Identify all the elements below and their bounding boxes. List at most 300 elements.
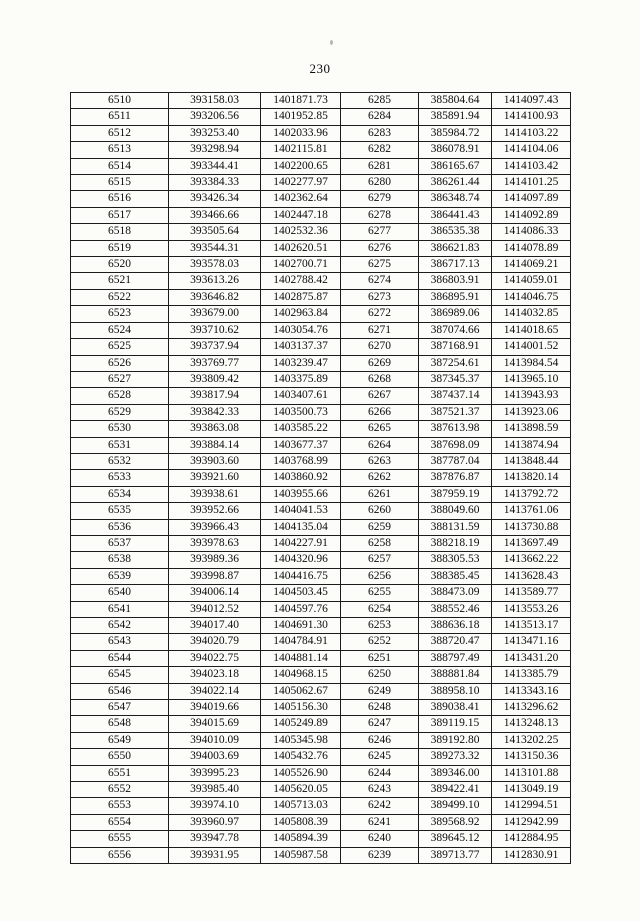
- table-cell: 6248: [341, 700, 419, 716]
- table-cell: 387168.91: [419, 339, 492, 355]
- table-cell: 6266: [341, 404, 419, 420]
- table-cell: 394010.09: [169, 732, 261, 748]
- table-cell: 6552: [71, 782, 169, 798]
- table-cell: 6245: [341, 749, 419, 765]
- table-cell: 1403054.76: [261, 322, 341, 338]
- table-cell: 386078.91: [419, 142, 492, 158]
- table-cell: 1413820.14: [492, 470, 571, 486]
- table-cell: 1413697.49: [492, 535, 571, 551]
- table-cell: 393863.08: [169, 421, 261, 437]
- table-cell: 1403860.92: [261, 470, 341, 486]
- table-row: [71, 191, 571, 207]
- table-cell: 1402532.36: [261, 224, 341, 240]
- table-cell: 6515: [71, 175, 169, 191]
- table-cell: 394015.69: [169, 716, 261, 732]
- table-cell: 1413662.22: [492, 552, 571, 568]
- table-cell: 1413628.43: [492, 568, 571, 584]
- table-row: [71, 732, 571, 748]
- table-cell: 387521.37: [419, 404, 492, 420]
- table-cell: 1413943.93: [492, 388, 571, 404]
- table-row: [71, 847, 571, 863]
- table-cell: 6270: [341, 339, 419, 355]
- table-row: [71, 142, 571, 158]
- table-cell: 1413248.13: [492, 716, 571, 732]
- table-row: [71, 667, 571, 683]
- table-row: [71, 207, 571, 223]
- table-cell: 6519: [71, 240, 169, 256]
- table-cell: 6555: [71, 831, 169, 847]
- table-cell: 393613.26: [169, 273, 261, 289]
- table-cell: 6535: [71, 503, 169, 519]
- table-cell: 394017.40: [169, 618, 261, 634]
- table-cell: 6529: [71, 404, 169, 420]
- table-cell: 389192.80: [419, 732, 492, 748]
- table-cell: 386535.38: [419, 224, 492, 240]
- table-cell: 386895.91: [419, 289, 492, 305]
- table-cell: 1413471.16: [492, 634, 571, 650]
- table-cell: 6528: [71, 388, 169, 404]
- table-cell: 387876.87: [419, 470, 492, 486]
- table-cell: 393769.77: [169, 355, 261, 371]
- table-cell: 1405894.39: [261, 831, 341, 847]
- table-cell: 6263: [341, 453, 419, 469]
- table-row: [71, 749, 571, 765]
- coordinate-table: [70, 92, 571, 864]
- table-row: [71, 798, 571, 814]
- table-cell: 1413513.17: [492, 618, 571, 634]
- table-cell: 386165.67: [419, 158, 492, 174]
- table-cell: 1403585.22: [261, 421, 341, 437]
- table-cell: 393985.40: [169, 782, 261, 798]
- table-row: [71, 831, 571, 847]
- table-row: [71, 93, 571, 109]
- table-cell: 393158.03: [169, 93, 261, 109]
- table-row: [71, 634, 571, 650]
- table-cell: 1413761.06: [492, 503, 571, 519]
- table-cell: 393978.63: [169, 535, 261, 551]
- table-cell: 393995.23: [169, 765, 261, 781]
- table-cell: 1403375.89: [261, 371, 341, 387]
- table-cell: 393842.33: [169, 404, 261, 420]
- table-row: [71, 453, 571, 469]
- table-cell: 6513: [71, 142, 169, 158]
- table-cell: 6256: [341, 568, 419, 584]
- table-cell: 393974.10: [169, 798, 261, 814]
- table-cell: 1405713.03: [261, 798, 341, 814]
- table-cell: 389346.00: [419, 765, 492, 781]
- table-cell: 1405345.98: [261, 732, 341, 748]
- table-cell: 1414078.89: [492, 240, 571, 256]
- table-row: [71, 109, 571, 125]
- table-row: [71, 158, 571, 174]
- table-cell: 1402447.18: [261, 207, 341, 223]
- table-cell: 1412994.51: [492, 798, 571, 814]
- table-cell: 6280: [341, 175, 419, 191]
- table-cell: 6267: [341, 388, 419, 404]
- table-cell: 1404416.75: [261, 568, 341, 584]
- table-cell: 1414103.42: [492, 158, 571, 174]
- table-cell: 6522: [71, 289, 169, 305]
- table-cell: 386441.43: [419, 207, 492, 223]
- table-cell: 387437.14: [419, 388, 492, 404]
- table-cell: 1401871.73: [261, 93, 341, 109]
- table-cell: 393938.61: [169, 486, 261, 502]
- table-cell: 6511: [71, 109, 169, 125]
- table-cell: 1414018.65: [492, 322, 571, 338]
- table-cell: 386717.13: [419, 257, 492, 273]
- table-cell: 6518: [71, 224, 169, 240]
- table-cell: 6281: [341, 158, 419, 174]
- table-cell: 1413898.59: [492, 421, 571, 437]
- table-cell: 387698.09: [419, 437, 492, 453]
- table-row: [71, 404, 571, 420]
- table-cell: 1403407.61: [261, 388, 341, 404]
- table-cell: 1403137.37: [261, 339, 341, 355]
- table-cell: 6536: [71, 519, 169, 535]
- table-cell: 393206.56: [169, 109, 261, 125]
- table-row: [71, 322, 571, 338]
- table-cell: 1414001.52: [492, 339, 571, 355]
- table-cell: 6532: [71, 453, 169, 469]
- table-cell: 6261: [341, 486, 419, 502]
- table-cell: 6540: [71, 585, 169, 601]
- table-cell: 1414086.33: [492, 224, 571, 240]
- table-row: [71, 355, 571, 371]
- table-cell: 6512: [71, 125, 169, 141]
- table-row: [71, 306, 571, 322]
- table-cell: 6525: [71, 339, 169, 355]
- table-cell: 1414103.22: [492, 125, 571, 141]
- table-cell: 389119.15: [419, 716, 492, 732]
- table-cell: 6241: [341, 814, 419, 830]
- table-cell: 6531: [71, 437, 169, 453]
- table-cell: 389273.32: [419, 749, 492, 765]
- table-cell: 388552.46: [419, 601, 492, 617]
- table-cell: 6252: [341, 634, 419, 650]
- table-cell: 394006.14: [169, 585, 261, 601]
- table-cell: 6262: [341, 470, 419, 486]
- table-cell: 388473.09: [419, 585, 492, 601]
- table-cell: 1414059.01: [492, 273, 571, 289]
- table-cell: 393710.62: [169, 322, 261, 338]
- table-row: [71, 175, 571, 191]
- table-cell: 1402788.42: [261, 273, 341, 289]
- table-cell: 1413150.36: [492, 749, 571, 765]
- table-cell: 6530: [71, 421, 169, 437]
- table-row: [71, 257, 571, 273]
- table-cell: 1413589.77: [492, 585, 571, 601]
- table-row: [71, 503, 571, 519]
- table-cell: 393298.94: [169, 142, 261, 158]
- table-row: [71, 421, 571, 437]
- table-row: [71, 437, 571, 453]
- table-cell: 388636.18: [419, 618, 492, 634]
- table-cell: 6538: [71, 552, 169, 568]
- table-cell: 388720.47: [419, 634, 492, 650]
- table-cell: 6539: [71, 568, 169, 584]
- table-row: [71, 519, 571, 535]
- table-cell: 1404135.04: [261, 519, 341, 535]
- table-cell: 1405526.90: [261, 765, 341, 781]
- table-cell: 6549: [71, 732, 169, 748]
- table-cell: 6255: [341, 585, 419, 601]
- table-cell: 393903.60: [169, 453, 261, 469]
- table-cell: 388131.59: [419, 519, 492, 535]
- table-cell: 6244: [341, 765, 419, 781]
- table-cell: 6242: [341, 798, 419, 814]
- table-cell: 1404041.53: [261, 503, 341, 519]
- table-row: [71, 601, 571, 617]
- table-cell: 1403239.47: [261, 355, 341, 371]
- table-row: [71, 240, 571, 256]
- table-row: [71, 700, 571, 716]
- table-cell: 6544: [71, 650, 169, 666]
- table-cell: 1414100.93: [492, 109, 571, 125]
- table-cell: 6275: [341, 257, 419, 273]
- table-cell: 1413049.19: [492, 782, 571, 798]
- table-row: [71, 470, 571, 486]
- table-cell: 6545: [71, 667, 169, 683]
- table-row: [71, 486, 571, 502]
- table-cell: 393384.33: [169, 175, 261, 191]
- table-cell: 1414032.85: [492, 306, 571, 322]
- table-cell: 1404320.96: [261, 552, 341, 568]
- table-cell: 1413848.44: [492, 453, 571, 469]
- table-cell: 6527: [71, 371, 169, 387]
- table-cell: 387787.04: [419, 453, 492, 469]
- table-cell: 6254: [341, 601, 419, 617]
- table-cell: 1414069.21: [492, 257, 571, 273]
- table-cell: 1414097.89: [492, 191, 571, 207]
- table-cell: 1405987.58: [261, 847, 341, 863]
- table-cell: 1412942.99: [492, 814, 571, 830]
- table-cell: 6279: [341, 191, 419, 207]
- table-cell: 394020.79: [169, 634, 261, 650]
- table-cell: 1414104.06: [492, 142, 571, 158]
- table-row: [71, 683, 571, 699]
- table-cell: 1414097.43: [492, 93, 571, 109]
- table-cell: 393578.03: [169, 257, 261, 273]
- table-cell: 1402875.87: [261, 289, 341, 305]
- table-cell: 1402033.96: [261, 125, 341, 141]
- table-cell: 6537: [71, 535, 169, 551]
- table-cell: 6548: [71, 716, 169, 732]
- table-cell: 6246: [341, 732, 419, 748]
- table-cell: 393426.34: [169, 191, 261, 207]
- table-cell: 1412830.91: [492, 847, 571, 863]
- table-cell: 1405620.05: [261, 782, 341, 798]
- table-row: [71, 650, 571, 666]
- table-cell: 387074.66: [419, 322, 492, 338]
- table-row: [71, 289, 571, 305]
- table-cell: 6260: [341, 503, 419, 519]
- table-cell: 388385.45: [419, 568, 492, 584]
- table-cell: 388797.49: [419, 650, 492, 666]
- table-cell: 389422.41: [419, 782, 492, 798]
- table-cell: 6243: [341, 782, 419, 798]
- table-cell: 6268: [341, 371, 419, 387]
- table-cell: 1402362.64: [261, 191, 341, 207]
- table-cell: 1414046.75: [492, 289, 571, 305]
- table-cell: 393646.82: [169, 289, 261, 305]
- table-cell: 389645.12: [419, 831, 492, 847]
- table-cell: 6278: [341, 207, 419, 223]
- table-cell: 393737.94: [169, 339, 261, 355]
- table-row: [71, 716, 571, 732]
- table-cell: 393952.66: [169, 503, 261, 519]
- table-row: [71, 585, 571, 601]
- table-cell: 1404597.76: [261, 601, 341, 617]
- table-cell: 388958.10: [419, 683, 492, 699]
- table-cell: 387959.19: [419, 486, 492, 502]
- table-cell: 387254.61: [419, 355, 492, 371]
- table-cell: 6551: [71, 765, 169, 781]
- table-cell: 393505.64: [169, 224, 261, 240]
- table-cell: 388305.53: [419, 552, 492, 568]
- table-cell: 393960.97: [169, 814, 261, 830]
- table-cell: 394023.18: [169, 667, 261, 683]
- table-cell: 1405156.30: [261, 700, 341, 716]
- table-cell: 1403677.37: [261, 437, 341, 453]
- table-row: [71, 371, 571, 387]
- table-cell: 6276: [341, 240, 419, 256]
- table-cell: 1405062.67: [261, 683, 341, 699]
- table-cell: 6274: [341, 273, 419, 289]
- table-cell: 394022.75: [169, 650, 261, 666]
- table-row: [71, 782, 571, 798]
- table-cell: 1401952.85: [261, 109, 341, 125]
- table-cell: 1414092.89: [492, 207, 571, 223]
- table-cell: 6249: [341, 683, 419, 699]
- table-cell: 6550: [71, 749, 169, 765]
- table-cell: 6514: [71, 158, 169, 174]
- table-cell: 6277: [341, 224, 419, 240]
- table-cell: 6523: [71, 306, 169, 322]
- table-cell: 6247: [341, 716, 419, 732]
- table-cell: 393679.00: [169, 306, 261, 322]
- table-cell: 1404881.14: [261, 650, 341, 666]
- table-cell: 393253.40: [169, 125, 261, 141]
- table-row: [71, 273, 571, 289]
- table-cell: 1404227.91: [261, 535, 341, 551]
- table-cell: 6553: [71, 798, 169, 814]
- table-cell: 6253: [341, 618, 419, 634]
- table-cell: 393884.14: [169, 437, 261, 453]
- table-cell: 1413431.20: [492, 650, 571, 666]
- table-cell: 393998.87: [169, 568, 261, 584]
- table-cell: 6284: [341, 109, 419, 125]
- table-cell: 6526: [71, 355, 169, 371]
- table-cell: 6541: [71, 601, 169, 617]
- table-cell: 6283: [341, 125, 419, 141]
- table-cell: 388881.84: [419, 667, 492, 683]
- table-cell: 385891.94: [419, 109, 492, 125]
- table-cell: 6516: [71, 191, 169, 207]
- table-row: [71, 339, 571, 355]
- table-row: [71, 388, 571, 404]
- table-row: [71, 224, 571, 240]
- table-cell: 1402200.65: [261, 158, 341, 174]
- table-cell: 6271: [341, 322, 419, 338]
- table-row: [71, 814, 571, 830]
- table-cell: 1402115.81: [261, 142, 341, 158]
- table-cell: 1405249.89: [261, 716, 341, 732]
- table-cell: 1402963.84: [261, 306, 341, 322]
- table-cell: 6534: [71, 486, 169, 502]
- table-cell: 6265: [341, 421, 419, 437]
- table-cell: 6239: [341, 847, 419, 863]
- table-cell: 6510: [71, 93, 169, 109]
- table-cell: 1413553.26: [492, 601, 571, 617]
- table-cell: 6264: [341, 437, 419, 453]
- table-cell: 386989.06: [419, 306, 492, 322]
- scan-artifact: [330, 40, 333, 45]
- table-cell: 1405808.39: [261, 814, 341, 830]
- table-cell: 393921.60: [169, 470, 261, 486]
- table-cell: 1414101.25: [492, 175, 571, 191]
- table-cell: 6554: [71, 814, 169, 830]
- table-cell: 393989.36: [169, 552, 261, 568]
- table-cell: 1402620.51: [261, 240, 341, 256]
- table-cell: 1403768.99: [261, 453, 341, 469]
- table-cell: 386261.44: [419, 175, 492, 191]
- table-cell: 389499.10: [419, 798, 492, 814]
- table-row: [71, 552, 571, 568]
- table-cell: 6251: [341, 650, 419, 666]
- table-cell: 6533: [71, 470, 169, 486]
- table-cell: 1413965.10: [492, 371, 571, 387]
- table-cell: 6285: [341, 93, 419, 109]
- table-cell: 1403500.73: [261, 404, 341, 420]
- table-cell: 389568.92: [419, 814, 492, 830]
- table-cell: 1413792.72: [492, 486, 571, 502]
- table-cell: 1413923.06: [492, 404, 571, 420]
- table-cell: 1405432.76: [261, 749, 341, 765]
- table-cell: 6543: [71, 634, 169, 650]
- table-cell: 6240: [341, 831, 419, 847]
- table-cell: 387613.98: [419, 421, 492, 437]
- table-cell: 6542: [71, 618, 169, 634]
- table-cell: 6524: [71, 322, 169, 338]
- table-cell: 385984.72: [419, 125, 492, 141]
- table-cell: 387345.37: [419, 371, 492, 387]
- page-number: 230: [309, 61, 331, 76]
- table-cell: 6546: [71, 683, 169, 699]
- table-cell: 6269: [341, 355, 419, 371]
- table-cell: 6250: [341, 667, 419, 683]
- table-cell: 6547: [71, 700, 169, 716]
- table-cell: 6517: [71, 207, 169, 223]
- table-cell: 1404691.30: [261, 618, 341, 634]
- table-cell: 1404503.45: [261, 585, 341, 601]
- table-cell: 1413343.16: [492, 683, 571, 699]
- table-cell: 1413385.79: [492, 667, 571, 683]
- table-cell: 393931.95: [169, 847, 261, 863]
- table-cell: 393817.94: [169, 388, 261, 404]
- table-cell: 1404968.15: [261, 667, 341, 683]
- table-cell: 386621.83: [419, 240, 492, 256]
- table-cell: 393809.42: [169, 371, 261, 387]
- table-cell: 6521: [71, 273, 169, 289]
- table-cell: 393466.66: [169, 207, 261, 223]
- table-row: [71, 568, 571, 584]
- table-cell: 1413874.94: [492, 437, 571, 453]
- table-cell: 394019.66: [169, 700, 261, 716]
- table-row: [71, 765, 571, 781]
- table-row: [71, 618, 571, 634]
- table-cell: 1403955.66: [261, 486, 341, 502]
- coordinate-table-body: [71, 93, 571, 864]
